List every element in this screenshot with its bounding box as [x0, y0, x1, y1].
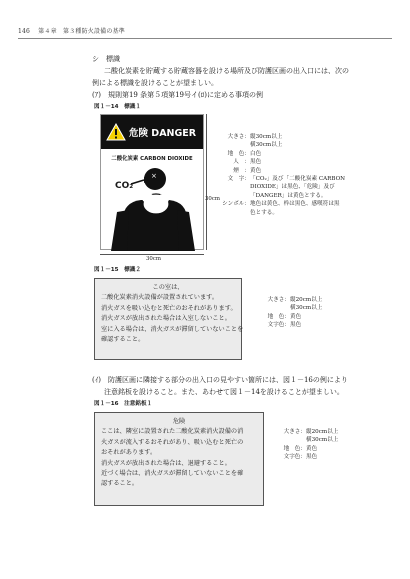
item-b-line-1: (ｲ) 防護区画に隣接する部分の出入口の見やすい箇所には、図１－16の例により: [92, 376, 348, 384]
figure-16-caption: 図１－16 注意銘板１: [94, 401, 153, 407]
spec-ground-color: 地 色： 白色: [227, 150, 262, 157]
notice-sign-2-line: 消火ガスが放出された場合は入室しないこと。: [101, 315, 231, 323]
spec-symbol-color: シンボル： 地色は黄色、枠は黒色、感嘆符は黒 色とする。: [222, 201, 340, 216]
caution-plate-line: おそれがあります。: [101, 449, 157, 457]
vertical-dimension-label: 30cm: [205, 196, 220, 202]
item-a-heading: (ｱ) 規則第19 条第５項第19号イ(ﾛ)に定める事項の例: [92, 91, 263, 99]
caution-plate-1: [94, 412, 264, 506]
caution-plate-line: 消火ガスが放出された場合は、退避すること。: [101, 459, 231, 467]
header-divider: [18, 38, 392, 39]
co2-subtitle: 二酸化炭素 CARBON DIOXIDE: [111, 156, 193, 162]
notice-sign-2-line: 室に入る場合は、消火ガスが滞留していないことを: [101, 325, 244, 333]
svg-text:×: ×: [151, 172, 157, 180]
caution-plate-title: 危険: [172, 418, 186, 425]
danger-banner: [101, 115, 203, 149]
horizontal-dimension-label: 30cm: [146, 256, 161, 262]
section-heading: シ 標識: [92, 55, 120, 63]
notice-sign-2-line: 二酸化炭素消火設備が設置されています。: [101, 294, 219, 302]
figure-15-specs: [262, 296, 382, 330]
spec-ground-color: 地 色： 黄色: [267, 313, 302, 320]
spec-text-color: 文字色： 黒色: [267, 322, 302, 329]
notice-sign-2-title: この室は、: [152, 284, 184, 291]
figure-14-caption: 図１－14 標識１: [94, 104, 141, 110]
notice-sign-2: [94, 278, 242, 360]
spec-text-color: 文 字： 「CO₂」及び「二酸化炭素 CARBON DIOXIDE」は黒色、「危険」及び 「DANGER」は黄色とする。: [227, 176, 346, 199]
section-paragraph-line-1: 二酸化炭素を貯蔵する貯蔵容器を設ける場所及び防護区画の出入口には、次の: [104, 67, 349, 75]
spec-text-color: 文字色： 黒色: [283, 454, 318, 461]
danger-sign-figure: [100, 114, 204, 250]
spec-size: 大きさ： 縦30cm以上 横30cm以上: [227, 134, 283, 149]
spec-person-color: 人 ： 黒色: [233, 159, 262, 166]
vertical-dimension-line: [206, 114, 207, 250]
co2-label: CO₂: [115, 181, 134, 191]
danger-label: 危険 DANGER: [129, 128, 197, 139]
chapter-title: 第４章 第３種防火設備の基準: [38, 28, 125, 35]
spec-size: 大きさ： 縦20cm以上 横30cm以上: [283, 429, 339, 444]
figure-15-caption: 図１－15 標識２: [94, 267, 141, 273]
horizontal-dimension-line: [100, 254, 204, 255]
notice-sign-2-line: 確認すること。: [101, 336, 145, 344]
page-number: 146: [18, 28, 31, 35]
figure-16-specs: [278, 428, 388, 462]
spec-ground-color: 地 色： 黄色: [283, 445, 318, 452]
page-header: [18, 26, 125, 35]
figure-14-specs: [222, 133, 392, 217]
person-inhaling-gas-icon: [101, 162, 205, 251]
caution-plate-line: 認すること。: [101, 480, 139, 488]
caution-plate-line: ここは、隣室に設置された二酸化炭素消火設備の消: [101, 428, 244, 436]
caution-plate-line: 近づく場合は、消火ガスが滞留していないことを確: [101, 470, 244, 478]
caution-plate-line: 火ガスが流入するおそれがあり、吸い込むと死亡の: [101, 438, 244, 446]
spec-size: 大きさ： 縦20cm以上 横30cm以上: [267, 297, 323, 312]
notice-sign-2-line: 消火ガスを吸い込むと死亡のおそれがあります。: [101, 304, 237, 312]
warning-triangle-icon: [106, 123, 126, 141]
item-b-line-2: 注意銘板を設けること。また、あわせて図１－14を設けることが望ましい。: [104, 388, 344, 396]
section-paragraph-line-2: 例による標識を設けることが望ましい。: [92, 79, 218, 87]
spec-smoke-color: 煙 ： 黄色: [233, 167, 262, 174]
